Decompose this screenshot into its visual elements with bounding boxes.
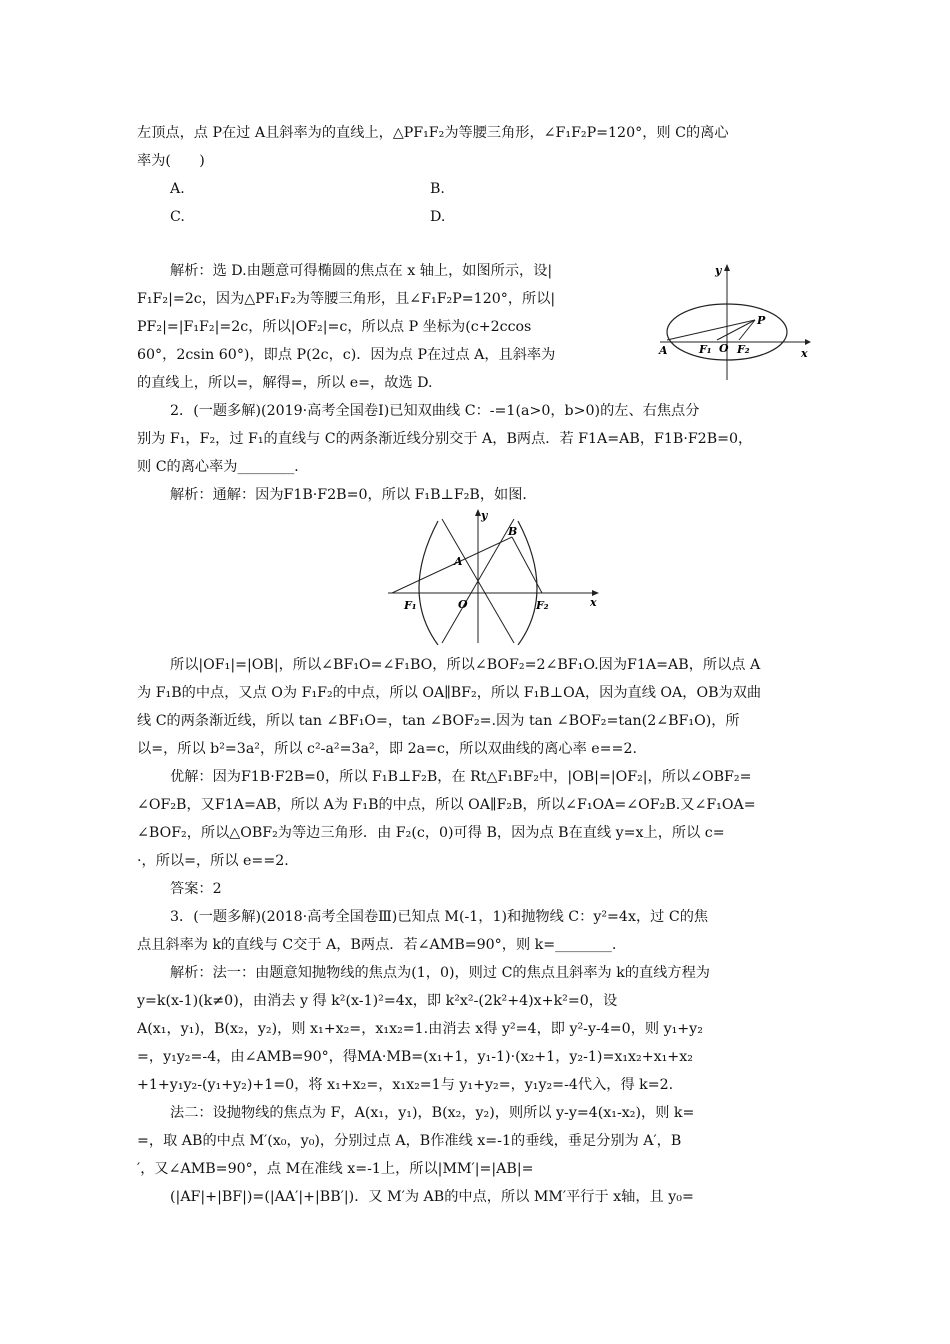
q1-solution-line-1: 解析：选 D.由题意可得椭圆的焦点在 x 轴上，如图所示，设| xyxy=(170,263,553,279)
label-a: A xyxy=(659,344,668,357)
hyperbola-right-branch xyxy=(518,521,537,645)
q1-solution-line-5: 的直线上，所以=，解得=，所以 e=，故选 D. xyxy=(137,375,433,391)
q2-line-3: 则 C的离心率为________． xyxy=(137,459,309,475)
q1-solution-line-3: PF₂|=|F₁F₂|=2c，所以|OF₂|=c，所以点 P 坐标为(c+2ccos xyxy=(137,319,532,335)
q3-line-6: =，y₁y₂=-4，由∠AMB=90°，得MA·MB=(x₁+1，y₁-1)·(x₂+1，y₂-1)=x₁x₂+x₁+x₂ xyxy=(137,1049,693,1065)
q2-body-line-6: ∠OF₂B，又F1A=AB，所以 A为 F₁B的中点，所以 OA∥F₂B，所以∠F₁OA=∠OF₂B.又∠F₁OA= xyxy=(137,797,756,813)
label-f2: F₂ xyxy=(737,343,750,356)
q3-line-10: ′，又∠AMB=90°，点 M在准线 x=-1上，所以|MM′|=|AB|= xyxy=(137,1161,534,1177)
q1-option-a: A. xyxy=(170,181,185,197)
q1-option-c: C. xyxy=(170,209,185,225)
label-o: O xyxy=(719,342,729,355)
q3-line-2: 点且斜率为 k的直线与 C交于 A，B两点．若∠AMB=90°，则 k=________. xyxy=(137,937,617,953)
q2-answer: 答案：2 xyxy=(170,881,222,897)
q1-solution-line-2: F₁F₂|=2c，因为△PF₁F₂为等腰三角形，且∠F₁F₂P=120°，所以| xyxy=(137,291,556,307)
q3-line-3: 解析：法一：由题意知抛物线的焦点为(1，0)，则过 C的焦点且斜率为 k的直线方程为 xyxy=(170,965,710,981)
line-bf2 xyxy=(512,537,542,593)
label-o: O xyxy=(458,598,468,611)
q1-line-1: 左顶点，点 P在过 A且斜率为的直线上，△PF₁F₂为等腰三角形，∠F₁F₂P=120°，则 C的离心 xyxy=(137,125,729,141)
q2-body-line-8: ·，所以=，所以 e==2. xyxy=(137,853,289,869)
ellipse-figure xyxy=(655,260,815,385)
label-x: x xyxy=(590,596,597,609)
label-x: x xyxy=(801,347,808,360)
q2-solution-intro: 解析：通解：因为F1B·F2B=0，所以 F₁B⊥F₂B，如图． xyxy=(170,487,537,503)
hyperbola-left-branch xyxy=(419,521,438,645)
q1-solution-line-4: 60°，2csin 60°)，即点 P(2c，c)．因为点 P在过点 A，且斜率为 xyxy=(137,347,556,363)
label-y: y xyxy=(481,509,488,522)
q2-body-line-1: 所以|OF₁|=|OB|，所以∠BF₁O=∠F₁BO，所以∠BOF₂=2∠BF₁O.因为F1A=AB，所以点 A xyxy=(170,657,761,673)
q2-line-2: 别为 F₁，F₂，过 F₁的直线与 C的两条渐近线分别交于 A，B两点．若 F1A=AB，F1B·F2B=0， xyxy=(137,431,753,447)
q3-line-11: (|AF|+|BF|)=(|AA′|+|BB′|)．又 M′为 AB的中点，所以 MM′平行于 x轴，且 y₀= xyxy=(170,1189,694,1205)
q3-line-9: =，取 AB的中点 M′(x₀，y₀)，分别过点 A，B作准线 x=-1的垂线，垂足分别为 A′，B xyxy=(137,1133,682,1149)
q3-line-7: +1+y₁y₂-(y₁+y₂)+1=0，将 x₁+x₂=，x₁x₂=1与 y₁+y₂=，y₁y₂=-4代入，得 k=2. xyxy=(137,1077,674,1093)
q1-line-2: 率为( ) xyxy=(137,153,205,169)
q2-body-line-4: 以=，所以 b²=3a²，所以 c²-a²=3a²，即 2a=c，所以双曲线的离心率 e==2. xyxy=(137,741,637,757)
q3-line-4: y=k(x-1)(k≠0)，由消去 y 得 k²(x-1)²=4x，即 k²x²-(2k²+4)x+k²=0，设 xyxy=(137,993,618,1009)
label-y: y xyxy=(715,264,722,277)
label-f1: F₁ xyxy=(699,343,712,356)
label-f2: F₂ xyxy=(536,599,549,612)
q3-line-1: 3．(一题多解)(2018·高考全国卷Ⅲ)已知点 M(-1，1)和抛物线 C：y²=4x，过 C的焦 xyxy=(170,909,709,925)
q3-line-5: A(x₁，y₁)，B(x₂，y₂)，则 x₁+x₂=，x₁x₂=1.由消去 x得 y²=4，即 y²-y-4=0，则 y₁+y₂ xyxy=(137,1021,703,1037)
line-f1b xyxy=(392,537,512,593)
label-b: B xyxy=(508,525,518,538)
q2-body-line-7: ∠BOF₂，所以△OBF₂为等边三角形．由 F₂(c，0)可得 B，因为点 B在直线 y=x上，所以 c= xyxy=(137,825,725,841)
hyperbola-figure xyxy=(380,505,605,645)
q2-body-line-3: 线 C的两条渐近线，所以 tan ∠BF₁O=，tan ∠BOF₂=.因为 tan ∠BOF₂=tan(2∠BF₁O)，所 xyxy=(137,713,740,729)
q1-option-d: D. xyxy=(430,209,446,225)
q2-body-line-2: 为 F₁B的中点，又点 O为 F₁F₂的中点，所以 OA∥BF₂，所以 F₁B⊥OA，因为直线 OA，OB为双曲 xyxy=(137,685,762,701)
q2-line-1: 2．(一题多解)(2019·高考全国卷Ⅰ)已知双曲线 C：-=1(a>0，b>0)的左、右焦点分 xyxy=(170,403,700,419)
q3-line-8: 法二：设抛物线的焦点为 F，A(x₁，y₁)，B(x₂，y₂)，则所以 y-y=4(x₁-x₂)，则 k= xyxy=(170,1105,695,1121)
q1-option-b: B. xyxy=(430,181,445,197)
label-f1: F₁ xyxy=(404,599,417,612)
label-p: P xyxy=(757,314,766,327)
label-a: A xyxy=(454,555,463,568)
line-f1p xyxy=(717,320,755,340)
q2-body-line-5: 优解：因为F1B·F2B=0，所以 F₁B⊥F₂B，在 Rt△F₁BF₂中，|OB|=|OF₂|，所以∠OBF₂= xyxy=(170,769,752,785)
